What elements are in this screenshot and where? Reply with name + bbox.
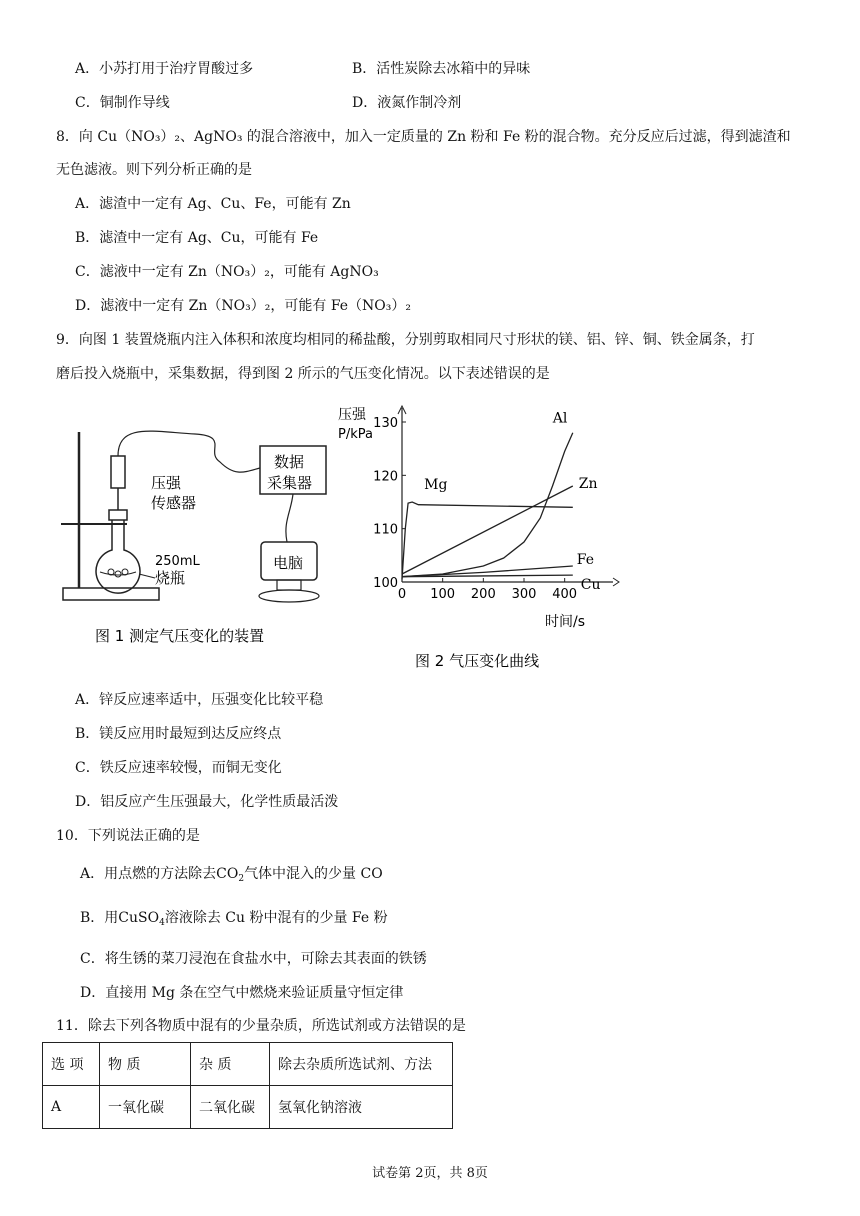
q11-stem: 11．除去下列各物质中混有的少量杂质，所选试剂或方法错误的是 [56, 1018, 466, 1034]
q7-option-a: A．小苏打用于治疗胃酸过多 [75, 61, 254, 77]
q10-a-formula: CO [216, 866, 239, 882]
y-tick-label: 100 [373, 576, 398, 591]
series-label-fe: Fe [576, 552, 595, 568]
q7-option-c: C．铜制作导线 [75, 95, 170, 111]
q10-option-d: D．直接用 Mg 条在空气中燃烧来验证质量守恒定律 [80, 985, 404, 1001]
stand-base [63, 588, 159, 600]
fig2-caption: 图 2 气压变化曲线 [415, 652, 540, 670]
apparatus-figure [55, 402, 355, 652]
collector-cable [286, 494, 293, 542]
computer-neck [277, 580, 301, 590]
header-impurity: 杂 质 [191, 1043, 270, 1086]
header-method: 除去杂质所选试剂、方法 [270, 1043, 453, 1086]
flask-label: 烧瓶 [155, 569, 186, 587]
q8-option-a: A．滤渣中一定有 Ag、Cu、Fe，可能有 Zn [75, 196, 351, 212]
table-header-row [43, 1043, 453, 1086]
cell-method: 氢氧化钠溶液 [270, 1086, 453, 1129]
fig1-caption: 图 1 测定气压变化的装置 [95, 627, 265, 645]
series-line-zn [402, 486, 573, 574]
sensor-cable [118, 431, 260, 472]
q10-a-suffix: 气体中混入的少量 CO [244, 866, 383, 882]
stopper [109, 510, 127, 520]
collector-label-2: 采集器 [267, 474, 313, 492]
flask-liquid [100, 572, 136, 575]
y-axis-label-2: P/kPa [338, 427, 373, 442]
header-option: 选 项 [43, 1043, 100, 1086]
flask-volume-label: 250mL [155, 554, 200, 569]
q7-option-b: B．活性炭除去冰箱中的异味 [352, 61, 531, 77]
q10-b-prefix: B．用 [80, 910, 119, 926]
x-tick-label: 0 [397, 587, 407, 602]
q7-option-d: D．液氮作制冷剂 [352, 95, 462, 111]
q10-b-formula: CuSO [118, 910, 160, 926]
cell-impurity: 二氧化碳 [191, 1086, 270, 1129]
page-footer: 试卷第 2页，共 8页 [372, 1166, 488, 1181]
sensor-label-2: 传感器 [151, 494, 197, 512]
cell-option: A [43, 1086, 100, 1129]
pressure-sensor-body [111, 456, 125, 488]
q10-b-subscript: 4 [159, 918, 165, 928]
header-substance: 物 质 [100, 1043, 191, 1086]
x-axis-arrow [613, 578, 619, 586]
x-tick-label: 200 [470, 587, 496, 602]
q9-option-d: D．铝反应产生压强最大，化学性质最活泼 [75, 794, 339, 810]
x-tick-label: 400 [552, 587, 578, 602]
q9-stem-line2: 磨后投入烧瓶中，采集数据，得到图 2 所示的气压变化情况。以下表述错误的是 [56, 366, 550, 382]
y-axis-label-1: 压强 [338, 407, 366, 423]
x-tick-label: 300 [511, 587, 537, 602]
series-label-zn: Zn [578, 476, 598, 492]
flask-outline [96, 520, 140, 593]
table-row [43, 1086, 453, 1129]
x-tick-label: 100 [430, 587, 456, 602]
q10-a-subscript: 2 [238, 874, 245, 884]
y-tick-label: 110 [373, 522, 398, 538]
q9-stem-line1: 9．向图 1 装置烧瓶内注入体积和浓度均相同的稀盐酸，分别剪取相同尺寸形状的镁、铝、锌、铜、铁金属条，打 [56, 332, 755, 348]
cell-substance: 一氧化碳 [100, 1086, 191, 1129]
pressure-chart [330, 402, 630, 672]
q8-option-c: C．滤液中一定有 Zn（NO₃）₂，可能有 AgNO₃ [75, 264, 379, 280]
flask-pointer [139, 574, 155, 578]
q10-b-suffix: 溶液除去 Cu 粉中混有的少量 Fe 粉 [164, 910, 388, 926]
q11-table [42, 1042, 453, 1129]
q10-option-a [80, 864, 383, 889]
q10-option-c: C．将生锈的菜刀浸泡在食盐水中，可除去其表面的铁锈 [80, 951, 427, 967]
computer-label: 电脑 [273, 554, 304, 572]
q8-stem-line2: 无色滤液。则下列分析正确的是 [56, 162, 252, 178]
q8-option-d: D．滤液中一定有 Zn（NO₃）₂，可能有 Fe（NO₃）₂ [75, 298, 412, 314]
y-tick-label: 120 [373, 469, 398, 485]
q9-option-b: B．镁反应用时最短到达反应终点 [75, 726, 282, 742]
collector-label-1: 数据 [274, 453, 305, 471]
metal-strip-2 [115, 571, 121, 577]
computer-base [259, 590, 319, 602]
q9-option-c: C．铁反应速率较慢，而铜无变化 [75, 760, 282, 776]
q10-option-b [80, 908, 388, 933]
series-label-mg: Mg [424, 477, 448, 494]
q8-stem-line1: 8．向 Cu（NO₃）₂、AgNO₃ 的混合溶液中，加入一定质量的 Zn 粉和 Fe 粉的混合物。充分反应后过滤，得到滤渣和 [56, 129, 791, 145]
q10-a-prefix: A．用点燃的方法除去 [80, 866, 217, 882]
series-label-al: Al [552, 410, 568, 427]
sensor-label-1: 压强 [151, 474, 182, 492]
series-label-cu: Cu [580, 577, 601, 594]
q8-option-b: B．滤渣中一定有 Ag、Cu，可能有 Fe [75, 230, 319, 246]
q9-option-a: A．锌反应速率适中，压强变化比较平稳 [75, 692, 324, 708]
y-tick-label: 130 [373, 416, 398, 431]
q10-stem: 10．下列说法正确的是 [56, 828, 200, 844]
x-axis-label: 时间/s [545, 614, 586, 630]
